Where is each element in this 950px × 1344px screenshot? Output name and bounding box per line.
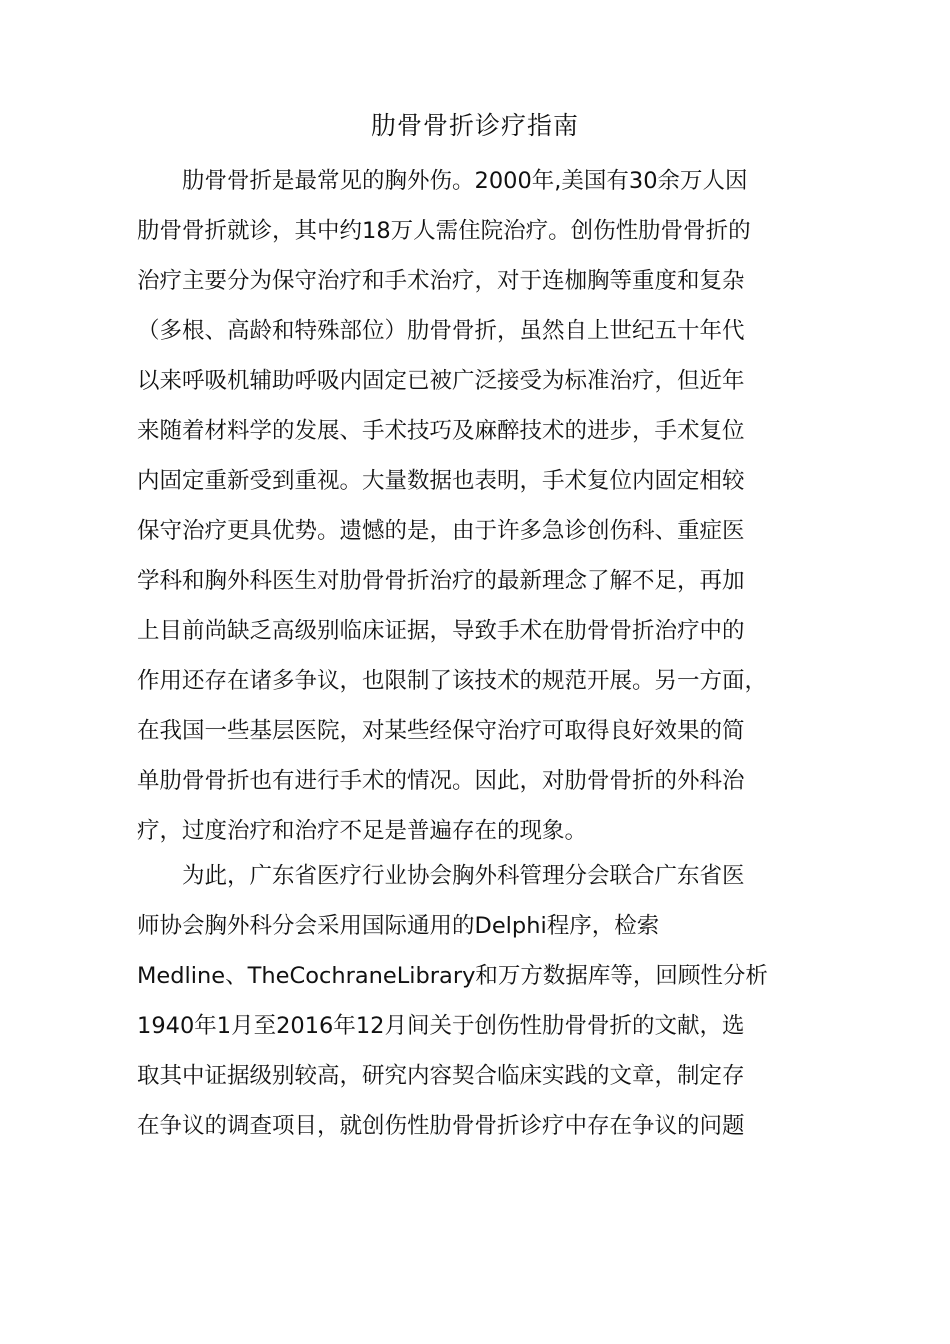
text-line: 1940年1月至2016年12月间关于创伤性肋骨骨折的文献，选 [137, 1013, 745, 1039]
paragraph-2 [137, 851, 813, 1151]
text-line: 肋骨骨折就诊，其中约18万人需住院治疗。创伤性肋骨骨折的 [137, 218, 751, 244]
text-line: 学科和胸外科医生对肋骨骨折治疗的最新理念了解不足，再加 [137, 568, 745, 594]
text-line: 保守治疗更具优势。遗憾的是，由于许多急诊创伤科、重症医 [137, 518, 745, 544]
paragraph-1 [137, 156, 813, 856]
text-line: 治疗主要分为保守治疗和手术治疗，对于连枷胸等重度和复杂 [137, 268, 745, 294]
text-line: 以来呼吸机辅助呼吸内固定已被广泛接受为标准治疗，但近年 [137, 368, 745, 394]
document-title: 肋骨骨折诊疗指南 [370, 111, 579, 140]
text-line: （多根、高龄和特殊部位）肋骨骨折，虽然自上世纪五十年代 [137, 318, 745, 344]
text-line: 为此，广东省医疗行业协会胸外科管理分会联合广东省医 [137, 863, 745, 889]
text-line: 肋骨骨折是最常见的胸外伤。2000年,美国有30余万人因 [137, 168, 748, 194]
text-line: 内固定重新受到重视。大量数据也表明，手术复位内固定相较 [137, 468, 745, 494]
text-line: 单肋骨骨折也有进行手术的情况。因此，对肋骨骨折的外科治 [137, 768, 745, 794]
text-line: Medline、TheCochraneLibrary和万方数据库等，回顾性分析 [137, 963, 768, 989]
text-line: 取其中证据级别较高，研究内容契合临床实践的文章，制定存 [137, 1063, 745, 1089]
text-line: 在我国一些基层医院，对某些经保守治疗可取得良好效果的简 [137, 718, 745, 744]
text-line: 疗，过度治疗和治疗不足是普遍存在的现象。 [137, 818, 588, 844]
text-line: 师协会胸外科分会采用国际通用的Delphi程序，检索 [137, 913, 660, 939]
text-line: 来随着材料学的发展、手术技巧及麻醉技术的进步，手术复位 [137, 418, 745, 444]
text-line: 作用还存在诸多争议，也限制了该技术的规范开展。另一方面， [137, 668, 768, 694]
text-line: 上目前尚缺乏高级别临床证据，导致手术在肋骨骨折治疗中的 [137, 618, 745, 644]
text-line: 在争议的调查项目，就创伤性肋骨骨折诊疗中存在争议的问题 [137, 1113, 745, 1139]
